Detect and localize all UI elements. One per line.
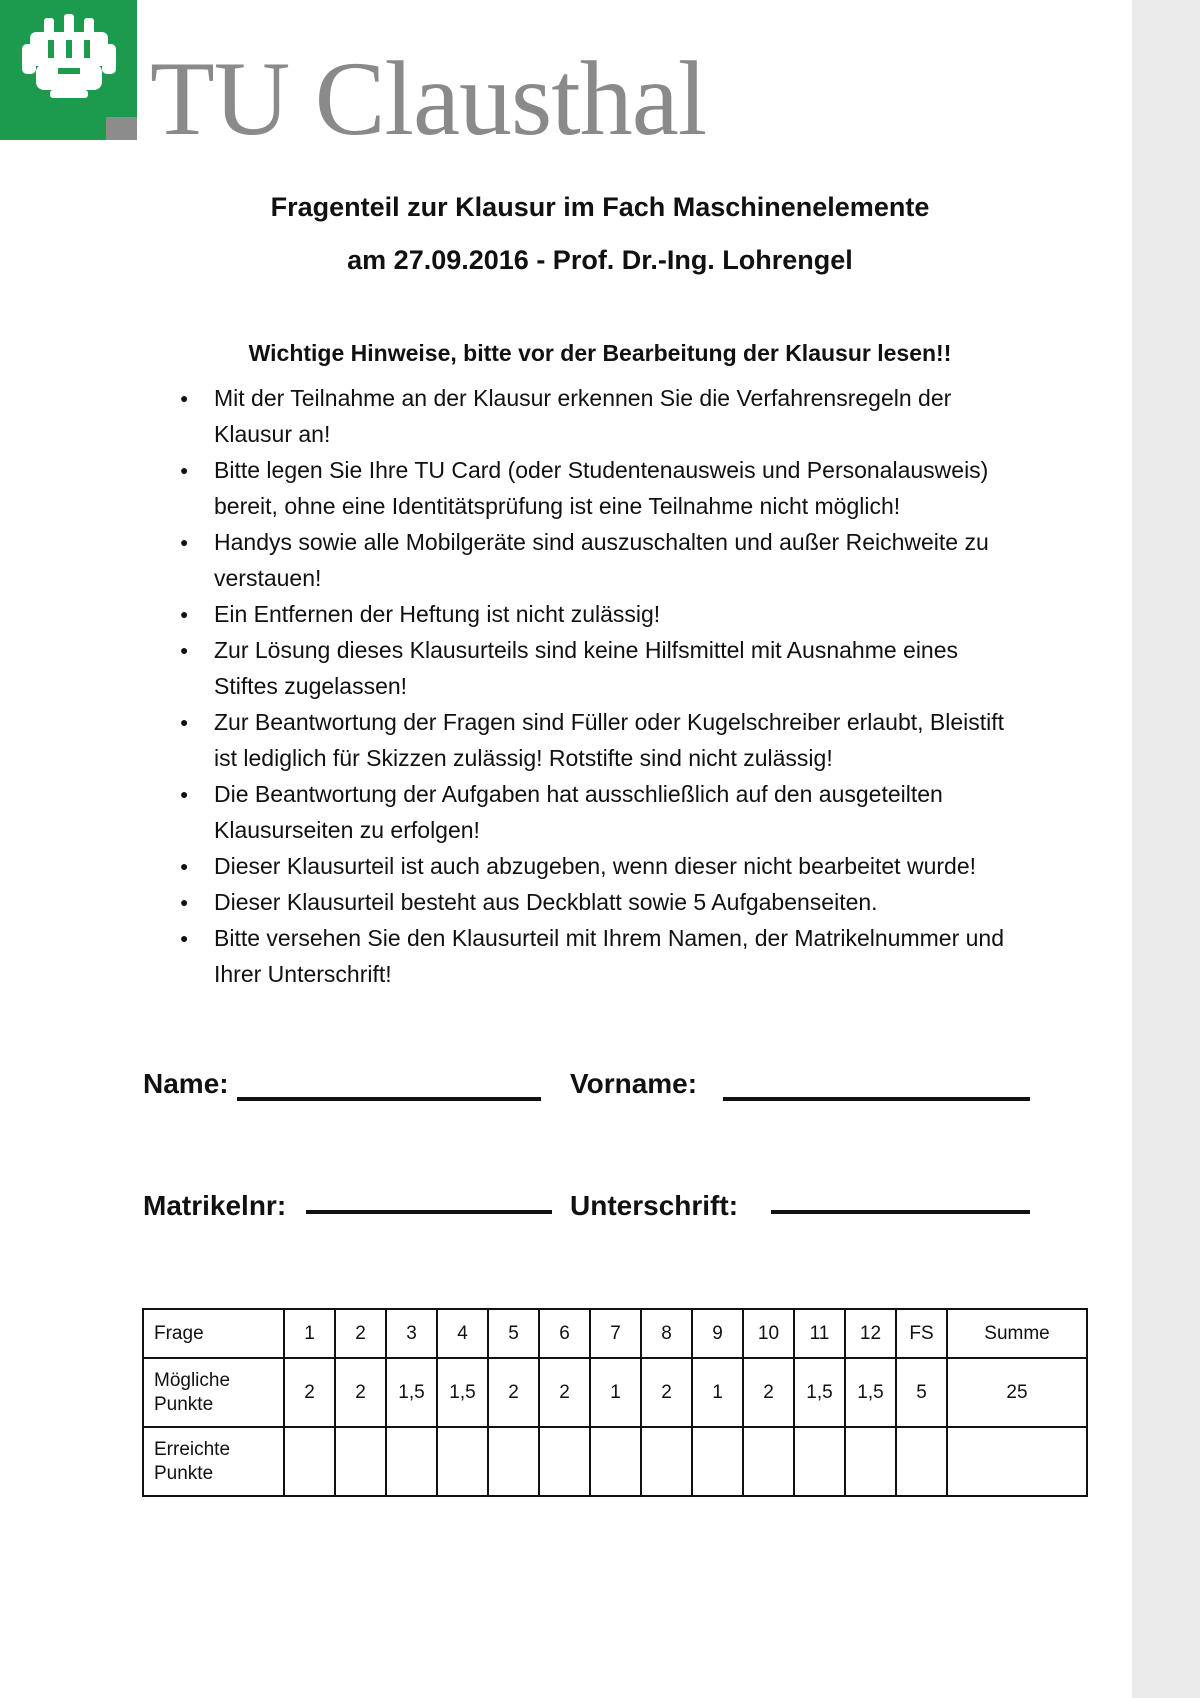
page-subtitle: am 27.09.2016 - Prof. Dr.-Ing. Lohrengel [347,245,853,275]
question-number: 9 [692,1309,743,1358]
achieved-points-cell[interactable] [896,1427,947,1496]
table-row [143,1358,1087,1427]
achieved-points-cell[interactable] [539,1427,590,1496]
bullet-icon: ● [180,858,189,874]
possible-points-cell: 2 [539,1358,590,1427]
question-number: 12 [845,1309,896,1358]
possible-points-cell: 2 [641,1358,692,1427]
achieved-points-cell[interactable] [284,1427,335,1496]
achieved-points-cell[interactable] [692,1427,743,1496]
possible-points-cell: 5 [896,1358,947,1427]
bullet-icon: ● [180,606,189,622]
signature-label: Unterschrift: [570,1190,739,1221]
question-number: 2 [335,1309,386,1358]
possible-points-cell: 2 [488,1358,539,1427]
achieved-points-cell[interactable] [641,1427,692,1496]
bullet-icon: ● [180,714,189,730]
possible-points-cell: 2 [743,1358,794,1427]
achieved-total-cell[interactable] [947,1427,1087,1496]
name-field[interactable] [237,1097,541,1101]
list-item: Zur Lösung dieses Klausurteils sind keine Hilfsmittel mit Ausnahme eines Stiftes zugelassen! [214,637,959,699]
achieved-points-cell[interactable] [386,1427,437,1496]
list-item: Bitte legen Sie Ihre TU Card (oder Studentenausweis und Personalausweis) bereit, ohne eine Identitätsprüfung ist eine Teilnahme nicht möglich! [214,457,989,519]
bullet-icon: ● [180,930,189,946]
list-item: Die Beantwortung der Aufgaben hat ausschließlich auf den ausgeteilten Klausurseiten zu erfolgen! [214,781,943,843]
question-number: 3 [386,1309,437,1358]
notice-heading: Wichtige Hinweise, bitte vor der Bearbeitung der Klausur lesen!! [248,340,952,366]
bullet-icon: ● [180,534,189,550]
page-title: Fragenteil zur Klausur im Fach Maschinenelemente [270,192,930,222]
achieved-points-cell[interactable] [794,1427,845,1496]
possible-points-label: Mögliche Punkte [143,1358,284,1427]
list-item: Zur Beantwortung der Fragen sind Füller oder Kugelschreiber erlaubt, Bleistift ist lediglich für Skizzen zulässig! Rotstifte sind nicht zulässig! [214,709,1005,771]
frage-header: Frage [143,1309,284,1358]
name-label: Name: [143,1068,229,1099]
question-number: FS [896,1309,947,1358]
possible-points-cell: 2 [284,1358,335,1427]
possible-points-cell: 1,5 [845,1358,896,1427]
bullet-icon: ● [180,786,189,802]
question-number: 1 [284,1309,335,1358]
question-number: 8 [641,1309,692,1358]
matrikel-field[interactable] [306,1210,552,1214]
achieved-points-cell[interactable] [437,1427,488,1496]
list-item: Bitte versehen Sie den Klausurteil mit Ihrem Namen, der Matrikelnummer und Ihrer Unterschrift! [214,925,1005,987]
signature-field[interactable] [771,1210,1030,1214]
question-number: 11 [794,1309,845,1358]
bullet-icon: ● [180,462,189,478]
brand-wordmark: TU Clausthal [150,40,707,157]
list-item: Dieser Klausurteil ist auch abzugeben, wenn dieser nicht bearbeitet wurde! [214,853,976,879]
vorname-label: Vorname: [570,1068,698,1099]
table-row [143,1309,1087,1358]
possible-points-cell: 2 [335,1358,386,1427]
summe-header: Summe [947,1309,1087,1358]
possible-total-cell: 25 [947,1358,1087,1427]
possible-points-cell: 1,5 [437,1358,488,1427]
achieved-points-cell[interactable] [845,1427,896,1496]
list-item: Handys sowie alle Mobilgeräte sind auszuschalten und außer Reichweite zu verstauen! [214,529,989,591]
question-number: 10 [743,1309,794,1358]
logo-accent-square [106,117,137,140]
score-table [142,1308,1088,1497]
achieved-points-cell[interactable] [590,1427,641,1496]
question-number: 4 [437,1309,488,1358]
bullet-icon: ● [180,894,189,910]
list-item: Dieser Klausurteil besteht aus Deckblatt sowie 5 Aufgabenseiten. [214,889,878,915]
list-item: Mit der Teilnahme an der Klausur erkennen Sie die Verfahrensregeln der Klausur an! [214,385,952,447]
question-number: 5 [488,1309,539,1358]
question-number: 7 [590,1309,641,1358]
bullet-icon: ● [180,390,189,406]
possible-points-cell: 1 [692,1358,743,1427]
achieved-points-cell[interactable] [743,1427,794,1496]
question-number: 6 [539,1309,590,1358]
possible-points-cell: 1,5 [386,1358,437,1427]
achieved-points-cell[interactable] [335,1427,386,1496]
possible-points-cell: 1 [590,1358,641,1427]
list-item: Ein Entfernen der Heftung ist nicht zulässig! [214,601,661,627]
achieved-points-cell[interactable] [488,1427,539,1496]
matrikel-label: Matrikelnr: [143,1190,287,1221]
possible-points-cell: 1,5 [794,1358,845,1427]
vorname-field[interactable] [723,1097,1030,1101]
table-row [143,1427,1087,1496]
achieved-points-label: Erreichte Punkte [143,1427,284,1496]
bullet-icon: ● [180,642,189,658]
